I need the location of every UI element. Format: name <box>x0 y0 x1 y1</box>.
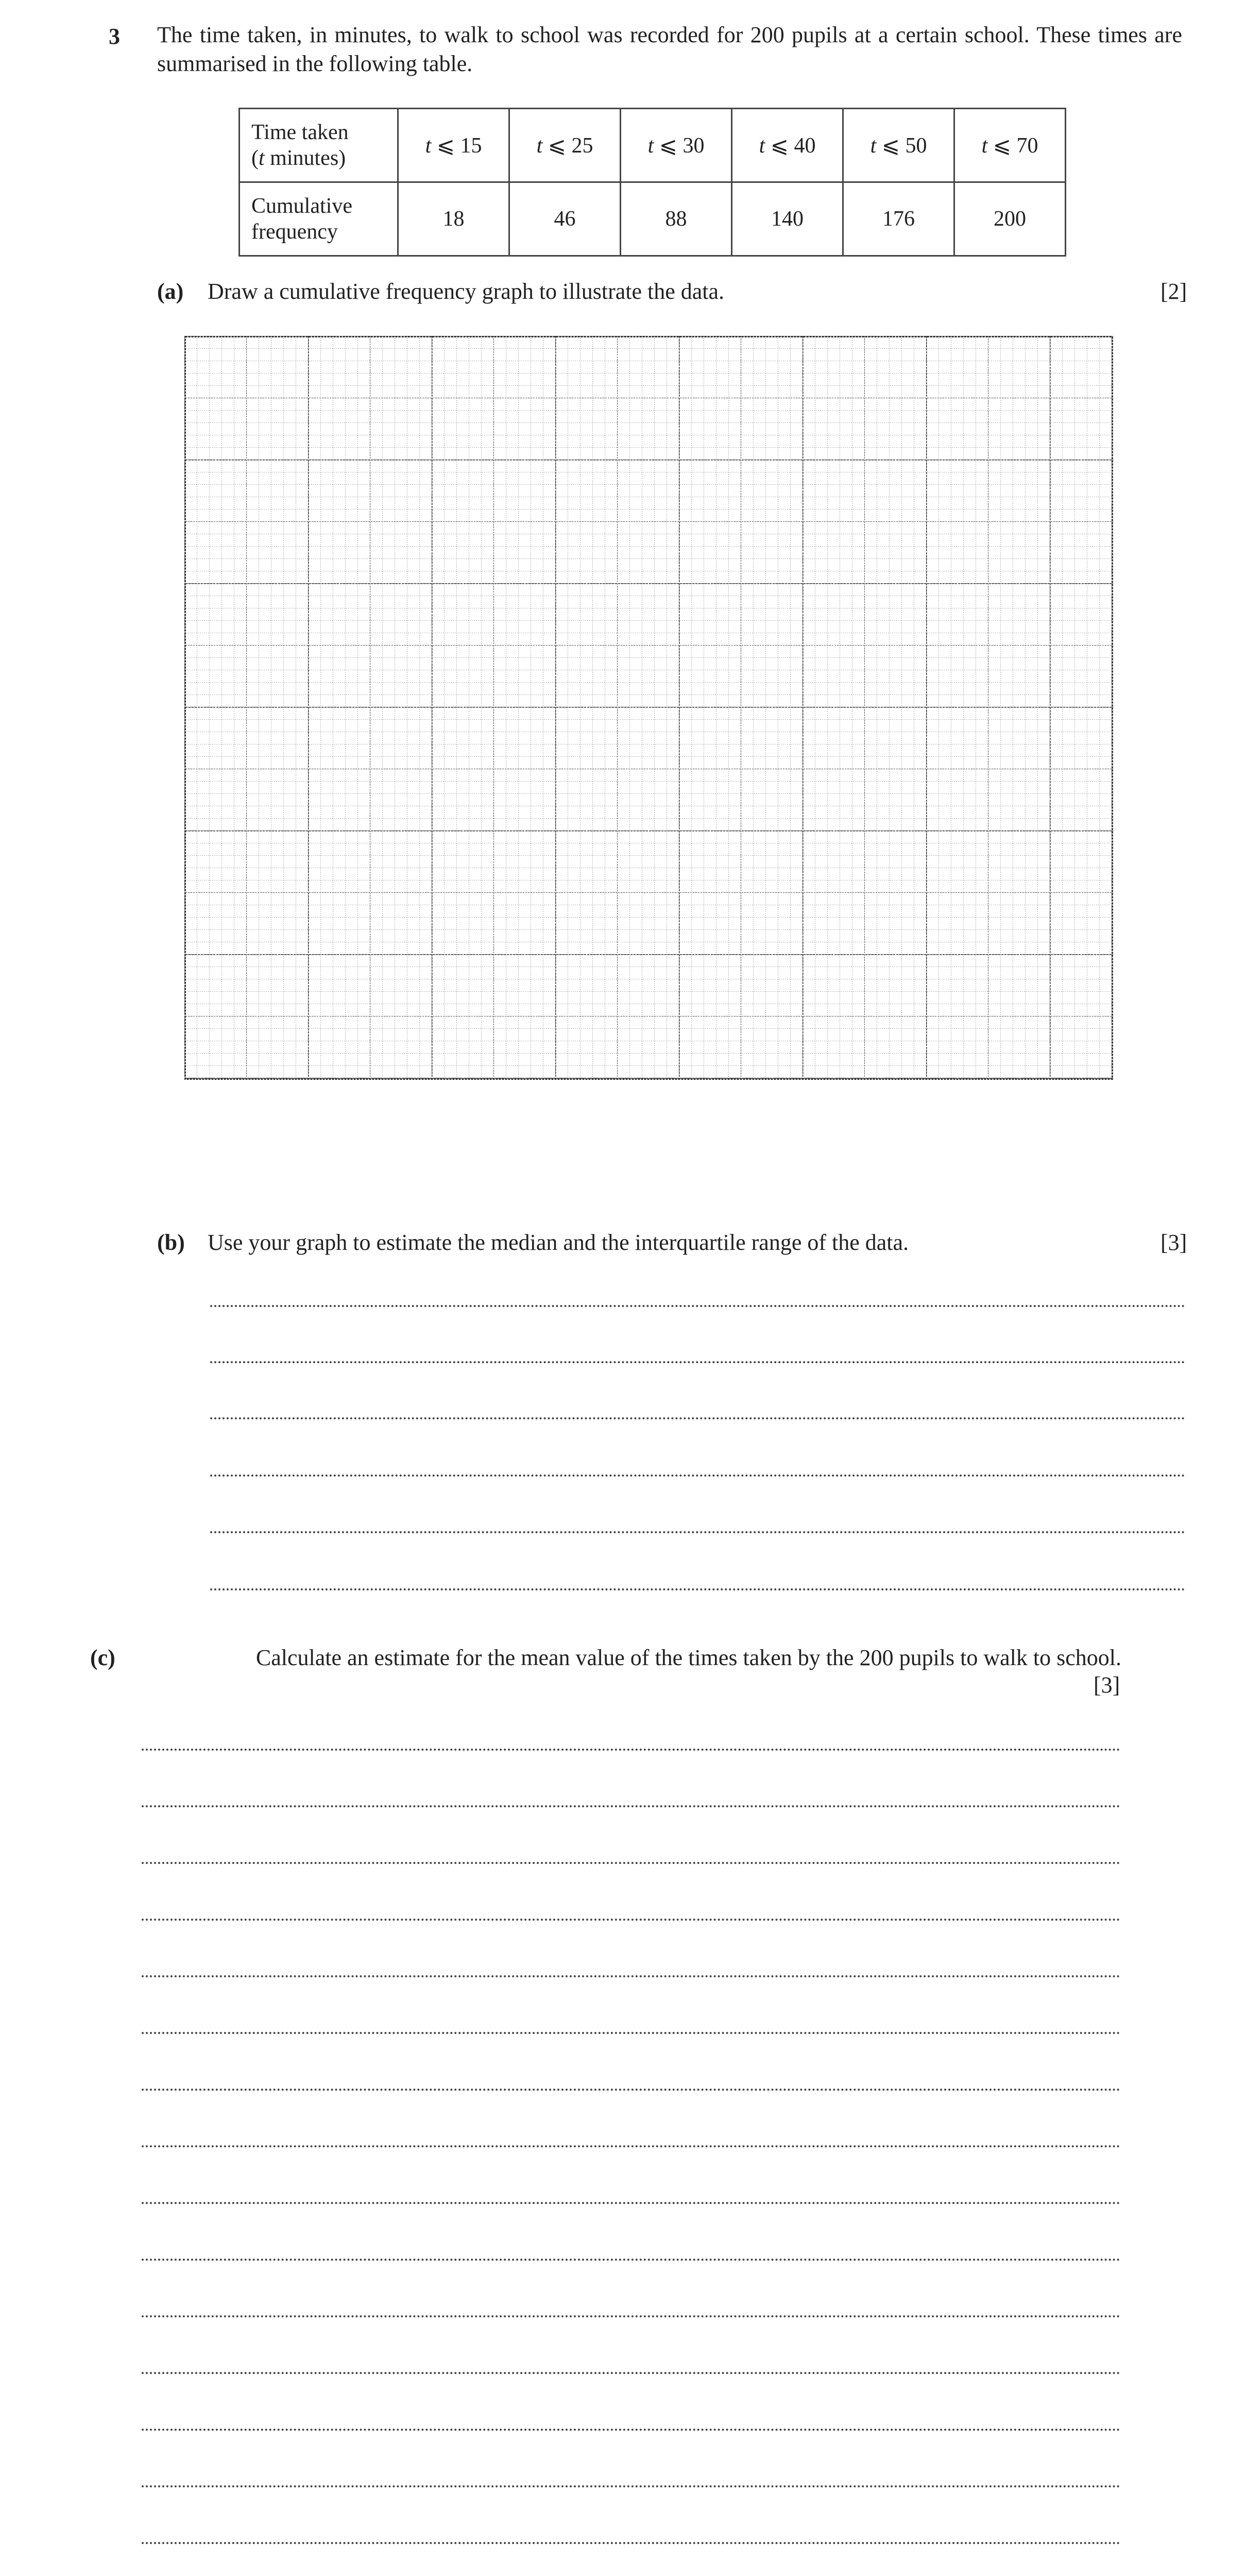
answer-line-c[interactable] <box>142 2542 1120 2544</box>
part-a-label: (a) <box>157 279 184 304</box>
question-number: 3 <box>109 24 120 49</box>
header-freq-line2: frequency <box>251 220 338 244</box>
answer-line-b[interactable] <box>210 1305 1185 1307</box>
answer-line-c[interactable] <box>142 2089 1120 2091</box>
table-header-time: Time taken (t minutes) <box>240 109 398 182</box>
part-a-marks: [2] <box>1160 279 1187 304</box>
answer-line-c[interactable] <box>142 1805 1120 1807</box>
answer-line-b[interactable] <box>210 1475 1185 1477</box>
part-a-text: Draw a cumulative frequency graph to illustrate the data. <box>208 279 725 304</box>
answer-line-c[interactable] <box>142 2315 1120 2317</box>
table-cell-frequency: 140 <box>732 182 843 256</box>
answer-line-c[interactable] <box>142 1975 1120 1977</box>
table-header-frequency <box>240 182 398 256</box>
table-cell-time: t ⩽ 30 <box>621 109 732 182</box>
answer-line-c[interactable] <box>142 1862 1120 1864</box>
table-cell-frequency: 88 <box>621 182 732 256</box>
answer-line-c[interactable] <box>142 2372 1120 2374</box>
answer-line-c[interactable] <box>142 1749 1120 1751</box>
answer-line-b[interactable] <box>210 1361 1185 1363</box>
part-c-marks: [3] <box>1094 1672 1120 1698</box>
table-cell-time: t ⩽ 40 <box>732 109 843 182</box>
graph-paper-grid[interactable] <box>184 336 1113 1080</box>
question-stem: The time taken, in minutes, to walk to school was recorded for 200 pupils at a certain school. These times are summarised in the following table. <box>157 22 1182 76</box>
table-cell-frequency: 18 <box>398 182 509 256</box>
table-cell-time: t ⩽ 50 <box>843 109 954 182</box>
table-cell-frequency: 176 <box>843 182 954 256</box>
cumulative-frequency-table <box>238 108 1066 257</box>
answer-line-c[interactable] <box>142 2259 1120 2261</box>
header-time-var: t <box>259 146 265 170</box>
answer-line-c[interactable] <box>142 2429 1120 2431</box>
table-cell-time: t ⩽ 25 <box>509 109 621 182</box>
part-b-text: Use your graph to estimate the median and the interquartile range of the data. <box>208 1230 909 1255</box>
table-row-time <box>240 109 1066 182</box>
part-c-label: (c) <box>90 1645 115 1670</box>
answer-line-c[interactable] <box>142 1919 1120 1921</box>
header-time-unit: minutes) <box>264 146 346 170</box>
table-row-frequency <box>240 182 1066 256</box>
header-freq-line1: Cumulative <box>251 194 352 218</box>
part-c-text: Calculate an estimate for the mean value of the times taken by the 200 pupils to walk to school. <box>255 1645 1121 1670</box>
header-time-line1: Time taken <box>251 121 349 144</box>
table-cell-frequency: 200 <box>954 182 1066 256</box>
part-b-label: (b) <box>157 1230 185 1255</box>
answer-line-c[interactable] <box>142 2032 1120 2034</box>
table-cell-time: t ⩽ 70 <box>954 109 1066 182</box>
table-cell-time: t ⩽ 15 <box>398 109 509 182</box>
table-cell-frequency: 46 <box>509 182 621 256</box>
answer-line-c[interactable] <box>142 2145 1120 2147</box>
part-b-marks: [3] <box>1160 1230 1187 1255</box>
answer-line-c[interactable] <box>142 2202 1120 2204</box>
answer-line-b[interactable] <box>210 1588 1185 1590</box>
answer-line-b[interactable] <box>210 1417 1185 1419</box>
answer-line-c[interactable] <box>142 2485 1120 2487</box>
answer-line-b[interactable] <box>210 1531 1185 1533</box>
